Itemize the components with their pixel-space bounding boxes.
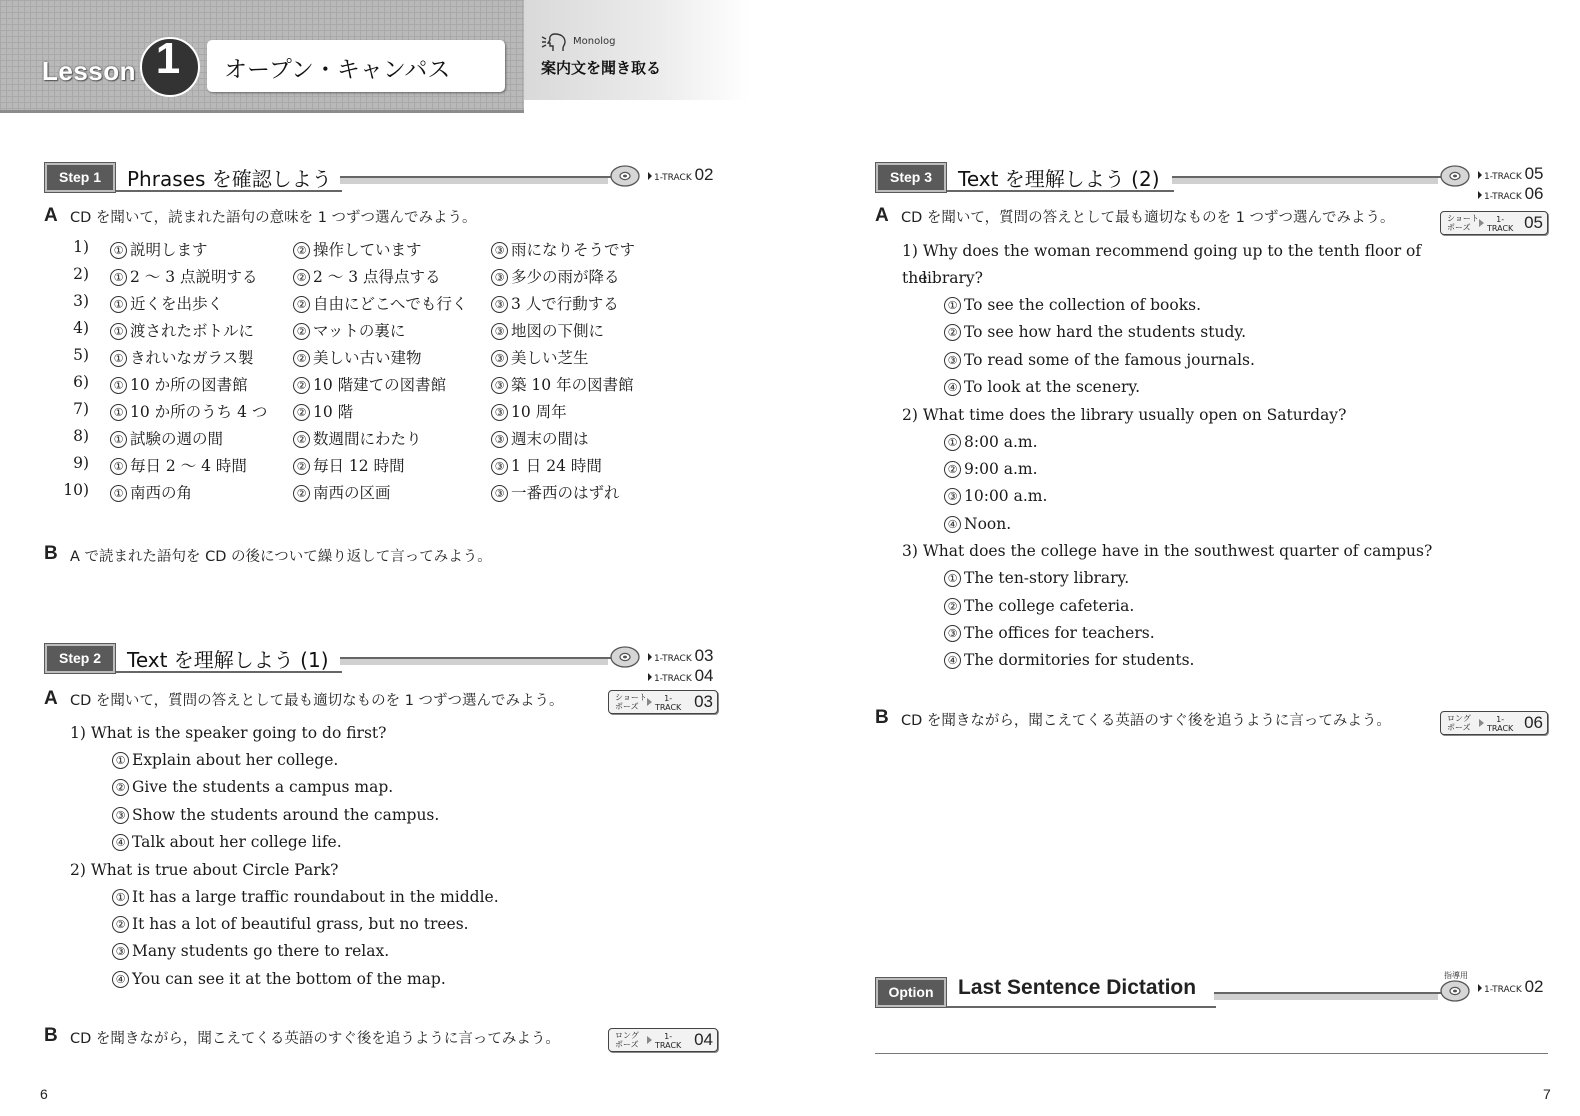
step3-long-pause-tag <box>1440 711 1548 735</box>
step2-a-instruction: CD を聞いて，質問の答えとして最も適切なものを 1 つずつ選んでみよう。 <box>70 693 564 709</box>
answer-option-text: The offices for teachers. <box>964 623 1155 642</box>
phrase-choice-text: 渡されたボトルに <box>130 322 255 340</box>
pause-label: ロング ポーズ <box>615 1031 639 1049</box>
phrase-number-text: 8) <box>73 427 89 445</box>
answer-option-text: 9:00 a.m. <box>964 459 1038 478</box>
phrase-choice <box>293 265 441 287</box>
phrase-number-text: 4) <box>73 319 89 337</box>
monolog-label: Monolog <box>573 36 616 47</box>
choice-marker: ① <box>110 242 127 259</box>
page-number-right: 7 <box>1543 1086 1551 1102</box>
phrase-row <box>55 319 675 346</box>
arrow-icon <box>647 1036 652 1044</box>
phrase-choice-text: 10 階建ての図書館 <box>313 376 447 394</box>
teacher-use-label: 指導用 <box>1444 971 1468 980</box>
step3-heading-rule <box>1172 176 1442 178</box>
phrase-choice-text: 築 10 年の図書館 <box>511 376 634 394</box>
phrase-choice <box>491 373 634 395</box>
step2-track-1 <box>648 646 714 666</box>
step1-badge: Step 1 <box>45 163 115 192</box>
arrow-icon <box>1479 219 1484 227</box>
track-number: 06 <box>1524 184 1544 203</box>
phrase-choice <box>110 481 192 503</box>
option-title: Last Sentence Dictation <box>958 976 1197 999</box>
phrase-choice-text: 南西の区画 <box>313 484 391 502</box>
arrow-icon <box>1479 719 1484 727</box>
choice-marker: ③ <box>491 431 508 448</box>
option-heading-shadow <box>1214 994 1438 1000</box>
answer-option <box>70 829 670 856</box>
step3-a-letter: A <box>875 205 889 226</box>
choice-marker: ① <box>110 458 127 475</box>
track-label: 1-TRACK <box>1484 172 1522 182</box>
cd-icon <box>610 646 640 668</box>
choice-marker: ② <box>944 598 961 615</box>
answer-option-text: The ten-story library. <box>964 569 1130 588</box>
answer-option-text: Many students go there to relax. <box>132 942 390 961</box>
step3-b-letter: B <box>875 707 889 728</box>
phrase-choice-text: 10 階 <box>313 403 354 421</box>
phrase-choice <box>491 238 635 260</box>
phrase-choice-text: 説明します <box>130 241 208 259</box>
monolog-subtitle: 案内文を聞き取る <box>541 59 662 77</box>
step2-b-instruction: CD を聞きながら，聞こえてくる英語のすぐ後を追うように言ってみよう。 <box>70 1031 560 1047</box>
question-text: 2) What time does the library usually open on Saturday? <box>902 405 1347 424</box>
track-label: 1-TRACK <box>654 654 692 664</box>
phrase-choice <box>491 292 619 314</box>
answer-option <box>902 292 1442 319</box>
phrase-number <box>49 265 89 283</box>
phrase-choice-text: 毎日 2 ～ 4 時間 <box>130 457 247 475</box>
choice-marker: ① <box>110 296 127 313</box>
phrase-choice-text: 10 か所のうち 4 つ <box>130 403 268 421</box>
choice-marker: ① <box>112 889 129 906</box>
phrase-choice-text: 2 ～ 3 点説明する <box>130 268 258 286</box>
choice-marker: ② <box>293 377 310 394</box>
answer-option <box>70 884 670 911</box>
phrase-choice <box>293 427 422 449</box>
phrase-row <box>55 265 675 292</box>
step3-track-2 <box>1478 184 1544 204</box>
step2-heading-rule <box>340 657 612 659</box>
phrase-number-text: 10) <box>63 481 89 499</box>
phrase-choice <box>491 427 589 449</box>
choice-marker: ① <box>944 434 961 451</box>
choice-marker: ② <box>112 779 129 796</box>
phrase-number <box>49 373 89 391</box>
answer-option <box>70 938 670 965</box>
phrase-choice-text: 10 か所の図書館 <box>130 376 248 394</box>
step3-track-1 <box>1478 164 1544 184</box>
choice-marker: ③ <box>944 352 961 369</box>
step3-short-pause-tag <box>1440 211 1548 235</box>
choice-marker: ② <box>293 323 310 340</box>
step1-heading-shadow <box>340 178 608 184</box>
lesson-word: Lesson <box>42 56 137 86</box>
phrase-choice <box>293 373 446 395</box>
choice-marker: ① <box>110 350 127 367</box>
choice-marker: ① <box>944 570 961 587</box>
answer-option <box>902 565 1442 592</box>
answer-option-text: To see the collection of books. <box>964 296 1201 314</box>
phrase-choice <box>491 319 604 341</box>
phrase-row <box>55 238 675 265</box>
phrase-choice <box>110 373 248 395</box>
pause-track-label: 1- TRACK <box>655 1032 682 1050</box>
step1-title: Phrases を確認しよう <box>127 167 332 191</box>
answer-option <box>902 429 1442 456</box>
choice-marker: ① <box>110 431 127 448</box>
pause-track-number: 05 <box>1524 213 1543 232</box>
choice-marker: ② <box>293 242 310 259</box>
answer-option-text: Noon. <box>964 514 1012 533</box>
choice-marker: ② <box>293 296 310 313</box>
phrase-number-text: 6) <box>73 373 89 391</box>
phrase-choice <box>293 238 422 260</box>
answer-option <box>70 774 670 801</box>
answer-option-text: It has a lot of beautiful grass, but no trees. <box>132 914 469 933</box>
step2-short-pause-tag <box>608 690 718 714</box>
track-label: 1-TRACK <box>1484 192 1522 202</box>
choice-marker: ④ <box>112 834 129 851</box>
phrase-choice <box>491 454 602 476</box>
answer-option-text: 8:00 a.m. <box>964 432 1038 451</box>
lesson-number: 1 <box>155 34 181 83</box>
phrase-number <box>49 319 89 337</box>
phrase-choice <box>293 481 391 503</box>
pause-track-number: 04 <box>694 1030 713 1049</box>
answer-option-text: Explain about her college. <box>132 751 339 769</box>
lesson-title: オープン・キャンパス <box>224 57 451 83</box>
answer-option-text: 10:00 a.m. <box>964 487 1048 506</box>
question-text: 1) What is the speaker going to do first? <box>70 724 387 742</box>
choice-marker: ④ <box>944 652 961 669</box>
choice-marker: ③ <box>491 269 508 286</box>
choice-marker: ③ <box>112 807 129 824</box>
step3-heading-shadow <box>1172 178 1438 184</box>
pause-track-number: 06 <box>1524 713 1543 732</box>
answer-option <box>70 802 670 829</box>
pause-label: ロング ポーズ <box>1447 714 1471 732</box>
phrase-choice <box>293 346 422 368</box>
phrase-number <box>49 400 89 418</box>
choice-marker: ② <box>944 461 961 478</box>
cd-icon <box>1440 980 1470 1002</box>
phrase-choice <box>110 292 223 314</box>
phrase-number-text: 1) <box>73 238 89 256</box>
phrase-choice-text: 南西の角 <box>130 484 193 502</box>
step2-track-2 <box>648 666 714 686</box>
answer-option-text: Talk about her college life. <box>132 833 342 852</box>
question-text: 2) What is true about Circle Park? <box>70 860 339 879</box>
choice-marker: ② <box>293 269 310 286</box>
track-number: 04 <box>694 666 714 685</box>
phrase-number <box>49 292 89 310</box>
track-label: 1-TRACK <box>654 173 692 183</box>
phrase-choice-text: 3 人で行動する <box>511 295 619 313</box>
pause-track-number: 03 <box>694 692 713 711</box>
cd-icon <box>1440 165 1470 187</box>
question-text: 3) What does the college have in the southwest quarter of campus? <box>902 542 1433 561</box>
choice-marker: ② <box>293 404 310 421</box>
phrase-choice <box>491 265 620 287</box>
phrase-number <box>49 427 89 445</box>
phrase-row <box>55 481 675 508</box>
choice-marker: ② <box>293 485 310 502</box>
step1-a-letter: A <box>44 205 58 226</box>
step2-title: Text を理解しよう (1) <box>127 648 329 672</box>
answer-option <box>902 593 1442 620</box>
track-number: 02 <box>1524 977 1544 996</box>
answer-option-text: You can see it at the bottom of the map. <box>132 969 446 988</box>
choice-marker: ③ <box>491 296 508 313</box>
answer-option-text: Show the students around the campus. <box>132 805 440 824</box>
question-text: 1) Why does the woman recommend going up to the tenth floor of the <box>902 242 1422 287</box>
choice-marker: ② <box>293 431 310 448</box>
answer-option-text: To read some of the famous journals. <box>964 350 1255 369</box>
phrase-choice-text: 1 日 24 時間 <box>511 457 602 475</box>
phrase-number <box>49 238 89 256</box>
phrase-choice <box>110 319 254 341</box>
pause-track-label: 1- TRACK <box>1487 215 1514 233</box>
phrase-choice <box>110 400 267 422</box>
play-triangle-icon <box>1478 191 1482 199</box>
phrase-choice-text: マットの裏に <box>313 322 406 340</box>
choice-marker: ① <box>112 752 129 769</box>
phrase-choice-text: 10 周年 <box>511 403 567 421</box>
phrase-choice <box>110 454 247 476</box>
cd-icon <box>610 165 640 187</box>
phrase-list <box>55 238 675 508</box>
phrase-choice-text: 試験の週の間 <box>130 430 224 448</box>
phrase-number <box>49 346 89 364</box>
step2-b-letter: B <box>44 1025 58 1046</box>
answer-option-text: The dormitories for students. <box>964 651 1195 670</box>
step1-b-letter: B <box>44 543 58 564</box>
phrase-choice-text: 近くを出歩く <box>130 295 224 313</box>
phrase-choice-text: 数週間にわたり <box>313 430 422 448</box>
answer-option-text: To look at the scenery. <box>964 378 1141 397</box>
phrase-row <box>55 346 675 373</box>
step3-title: Text を理解しよう (2) <box>958 167 1160 191</box>
pause-track-label: 1- TRACK <box>1487 715 1514 733</box>
phrase-row <box>55 427 675 454</box>
dictation-answer-line <box>875 1053 1548 1054</box>
phrase-choice <box>110 346 254 368</box>
answer-option <box>70 911 670 938</box>
answer-option <box>902 347 1442 374</box>
phrase-choice <box>110 427 223 449</box>
phrase-row <box>55 400 675 427</box>
choice-marker: ③ <box>491 404 508 421</box>
speaker-head-icon <box>541 32 569 52</box>
answer-option <box>902 511 1442 538</box>
phrase-row <box>55 373 675 400</box>
answer-option <box>902 456 1442 483</box>
phrase-choice-text: 操作しています <box>313 241 422 259</box>
answer-option <box>902 374 1442 401</box>
choice-marker: ③ <box>944 625 961 642</box>
option-heading-rule <box>1214 992 1442 994</box>
answer-option <box>902 483 1442 510</box>
track-label: 1-TRACK <box>1484 985 1522 995</box>
choice-marker: ③ <box>491 242 508 259</box>
phrase-row <box>55 454 675 481</box>
track-number: 03 <box>694 646 714 665</box>
phrase-choice-text: 雨になりそうです <box>511 241 636 259</box>
choice-marker: ③ <box>112 943 129 960</box>
answer-option <box>70 966 670 993</box>
phrase-choice-text: 自由にどこへでも行く <box>313 295 468 313</box>
choice-marker: ① <box>110 377 127 394</box>
step1-a-instruction: CD を聞いて，読まれた語句の意味を 1 つずつ選んでみよう。 <box>70 210 477 226</box>
play-triangle-icon <box>1478 984 1482 992</box>
play-triangle-icon <box>648 653 652 661</box>
phrase-choice-text: きれいなガラス製 <box>130 349 254 367</box>
choice-marker: ④ <box>944 379 961 396</box>
pause-label: ショート ポーズ <box>1447 214 1479 232</box>
answer-option-text: It has a large traffic roundabout in the middle. <box>132 887 499 906</box>
step2-a-letter: A <box>44 688 58 709</box>
choice-marker: ① <box>944 297 961 314</box>
phrase-choice <box>293 454 405 476</box>
page-number-left: 6 <box>40 1086 48 1102</box>
option-track <box>1478 977 1544 997</box>
phrase-number-text: 5) <box>73 346 89 364</box>
option-heading-underline <box>943 1006 1216 1008</box>
step1-track <box>648 165 714 185</box>
phrase-choice <box>491 346 589 368</box>
phrase-choice-text: 美しい芝生 <box>511 349 589 367</box>
pause-label: ショート ポーズ <box>615 693 647 711</box>
track-label: 1-TRACK <box>654 674 692 684</box>
choice-marker: ③ <box>491 323 508 340</box>
phrase-choice-text: 2 ～ 3 点得点する <box>313 268 441 286</box>
step2-badge: Step 2 <box>45 644 115 673</box>
phrase-row <box>55 292 675 319</box>
play-triangle-icon <box>648 673 652 681</box>
step2-heading-shadow <box>340 659 608 665</box>
choice-marker: ② <box>944 324 961 341</box>
step2-long-pause-tag <box>608 1028 718 1052</box>
answer-option-text: The college cafeteria. <box>964 596 1135 615</box>
track-number: 05 <box>1524 164 1544 183</box>
choice-marker: ④ <box>944 516 961 533</box>
phrase-choice-text: 週末の間は <box>511 430 589 448</box>
phrase-choice-text: 毎日 12 時間 <box>313 457 405 475</box>
phrase-choice-text: 美しい古い建物 <box>313 349 422 367</box>
step3-a-instruction: CD を聞いて，質問の答えとして最も適切なものを 1 つずつ選んでみよう。 <box>901 210 1395 226</box>
arrow-icon <box>647 698 652 706</box>
question-text: library? <box>922 269 983 287</box>
phrase-choice <box>293 400 353 422</box>
choice-marker: ① <box>110 269 127 286</box>
phrase-number-text: 3) <box>73 292 89 310</box>
phrase-choice <box>293 319 405 341</box>
step3-question-list <box>902 238 1442 675</box>
answer-option-text: To see how hard the students study. <box>964 323 1246 342</box>
phrase-number <box>49 454 89 472</box>
phrase-choice-text: 多少の雨が降る <box>511 268 620 286</box>
phrase-choice <box>110 238 208 260</box>
phrase-choice <box>491 400 567 422</box>
choice-marker: ③ <box>491 458 508 475</box>
phrase-choice <box>110 265 258 287</box>
track-number: 02 <box>694 165 714 184</box>
phrase-choice <box>491 481 620 503</box>
answer-option <box>902 647 1442 674</box>
step2-question-list <box>70 720 670 993</box>
option-badge: Option <box>876 978 946 1007</box>
phrase-number-text: 9) <box>73 454 89 472</box>
choice-marker: ① <box>110 404 127 421</box>
answer-option <box>70 747 670 774</box>
step1-heading-rule <box>340 176 612 178</box>
step3-badge: Step 3 <box>876 163 946 192</box>
choice-marker: ② <box>293 458 310 475</box>
phrase-choice-text: 地図の下側に <box>511 322 605 340</box>
choice-marker: ③ <box>491 350 508 367</box>
choice-marker: ③ <box>491 485 508 502</box>
phrase-number <box>49 481 89 499</box>
choice-marker: ① <box>110 485 127 502</box>
pause-track-label: 1- TRACK <box>655 694 682 712</box>
step3-b-instruction: CD を聞きながら，聞こえてくる英語のすぐ後を追うように言ってみよう。 <box>901 713 1391 729</box>
phrase-number-text: 2) <box>73 265 89 283</box>
choice-marker: ③ <box>491 377 508 394</box>
phrase-choice-text: 一番西のはずれ <box>511 484 620 502</box>
answer-option-text: Give the students a campus map. <box>132 778 394 797</box>
step1-b-instruction: A で読まれた語句を CD の後について繰り返して言ってみよう。 <box>70 549 492 565</box>
phrase-number-text: 7) <box>73 400 89 418</box>
choice-marker: ② <box>293 350 310 367</box>
choice-marker: ② <box>112 916 129 933</box>
answer-option <box>902 319 1442 346</box>
choice-marker: ④ <box>112 971 129 988</box>
phrase-choice <box>293 292 467 314</box>
play-triangle-icon <box>648 172 652 180</box>
answer-option <box>902 620 1442 647</box>
choice-marker: ① <box>110 323 127 340</box>
choice-marker: ③ <box>944 488 961 505</box>
play-triangle-icon <box>1478 171 1482 179</box>
